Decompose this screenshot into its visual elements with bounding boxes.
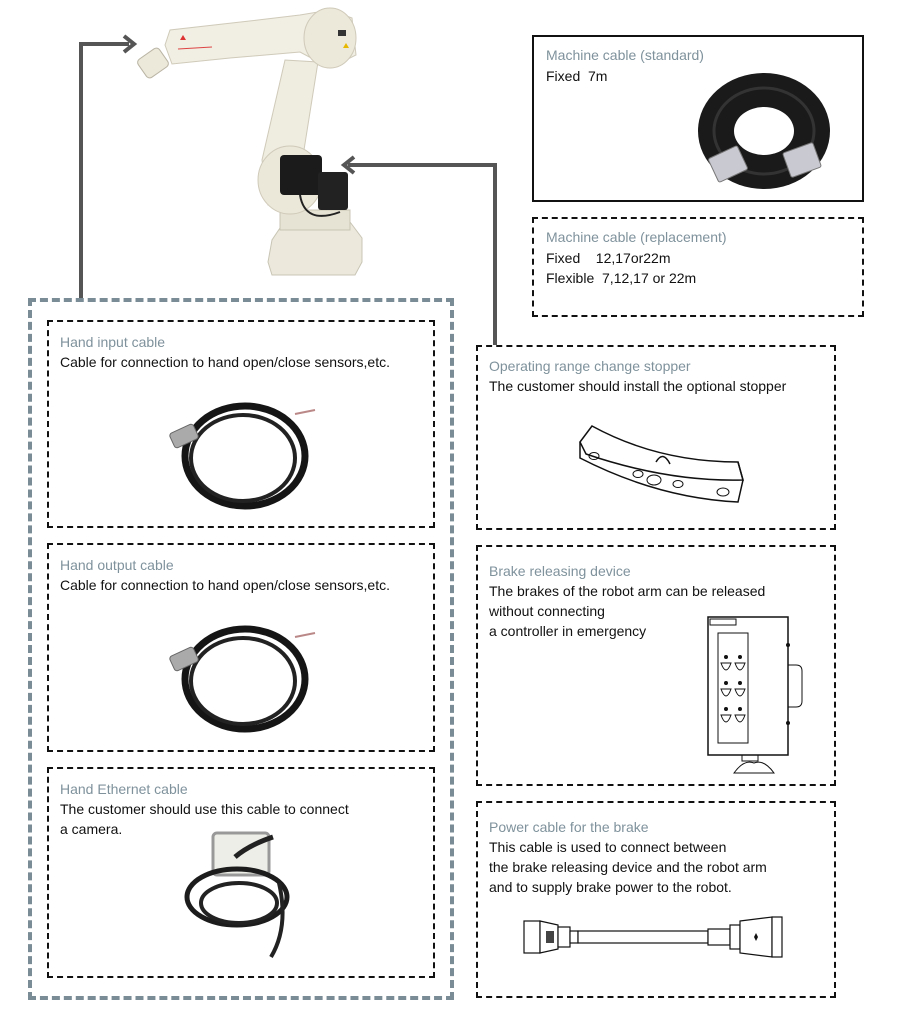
brake-power-cable-title: Power cable for the brake bbox=[489, 819, 649, 835]
hand-input-cable-image bbox=[165, 394, 325, 514]
stopper-image bbox=[578, 422, 748, 502]
stopper-desc: The customer should install the optional stopper bbox=[489, 378, 787, 394]
stopper-box bbox=[476, 345, 836, 530]
machine-cable-standard-title: Machine cable (standard) bbox=[546, 47, 704, 63]
machine-cable-replacement-flexible: Flexible 7,12,17 or 22m bbox=[546, 270, 697, 286]
brake-power-cable-desc-2: the brake releasing device and the robot arm bbox=[489, 859, 767, 875]
arrow-right-icon bbox=[122, 34, 142, 54]
hand-input-cable-desc: Cable for connection to hand open/close sensors,etc. bbox=[60, 354, 390, 370]
brake-power-cable-box bbox=[476, 801, 836, 998]
brake-device-desc-2: without connecting bbox=[489, 603, 605, 619]
connector-line-hand bbox=[79, 42, 83, 300]
hand-output-cable-title: Hand output cable bbox=[60, 557, 174, 573]
machine-cable-replacement-box bbox=[532, 217, 864, 317]
hand-ethernet-cable-desc-2: a camera. bbox=[60, 821, 123, 837]
connector-line-stopper bbox=[493, 163, 497, 345]
machine-cable-image bbox=[694, 59, 834, 199]
hand-ethernet-cable-image bbox=[179, 827, 319, 967]
brake-power-cable-image bbox=[522, 913, 792, 963]
arrow-left-icon bbox=[338, 155, 358, 175]
brake-power-cable-desc-1: This cable is used to connect between bbox=[489, 839, 727, 855]
machine-cable-replacement-fixed: Fixed 12,17or22m bbox=[546, 250, 671, 266]
brake-power-cable-desc-3: and to supply brake power to the robot. bbox=[489, 879, 732, 895]
machine-cable-standard-spec: Fixed 7m bbox=[546, 68, 608, 84]
brake-device-desc-1: The brakes of the robot arm can be released bbox=[489, 583, 766, 599]
brake-device-image bbox=[704, 613, 814, 783]
brake-device-desc-3: a controller in emergency bbox=[489, 623, 647, 639]
hand-input-cable-box bbox=[47, 320, 435, 528]
stopper-title: Operating range change stopper bbox=[489, 358, 691, 374]
hand-output-cable-desc: Cable for connection to hand open/close sensors,etc. bbox=[60, 577, 390, 593]
connector-line-stopper-top bbox=[348, 163, 497, 167]
machine-cable-replacement-title: Machine cable (replacement) bbox=[546, 229, 727, 245]
hand-input-cable-title: Hand input cable bbox=[60, 334, 166, 350]
hand-ethernet-cable-title: Hand Ethernet cable bbox=[60, 781, 188, 797]
hand-ethernet-cable-desc-1: The customer should use this cable to connect bbox=[60, 801, 349, 817]
hand-output-cable-image bbox=[165, 617, 325, 737]
hand-ethernet-cable-box bbox=[47, 767, 435, 978]
machine-cable-standard-box bbox=[532, 35, 864, 202]
brake-device-box bbox=[476, 545, 836, 786]
hand-output-cable-box bbox=[47, 543, 435, 752]
brake-device-title: Brake releasing device bbox=[489, 563, 631, 579]
